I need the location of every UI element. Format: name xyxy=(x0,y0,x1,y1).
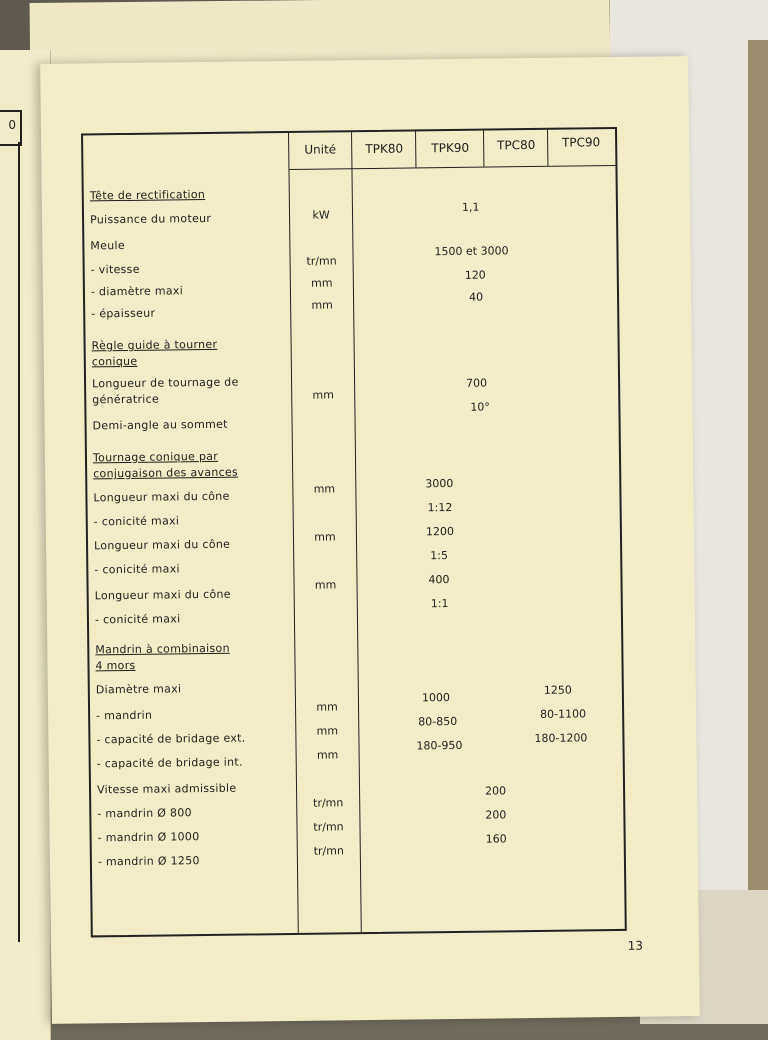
row-unit-epaisseur: mm xyxy=(311,298,333,312)
row-unit-vitesse: tr/mn xyxy=(306,254,337,268)
section-title-tournage-1: Tournage conique par xyxy=(92,449,219,465)
left-page-box-label: 0 xyxy=(8,118,16,132)
row-value-conicite-1: 1:12 xyxy=(427,500,453,515)
row-value-bridage-int-tpk: 180-950 xyxy=(416,738,463,753)
row-value-bridage-ext-tpc: 80-1100 xyxy=(540,707,587,721)
row-label-longueur-tournage: Longueur de tournage de xyxy=(91,375,239,391)
header-rule xyxy=(288,165,615,170)
row-value-longueur-cone-2: 1200 xyxy=(425,524,454,539)
row-unit-puissance: kW xyxy=(312,208,330,222)
row-unit-diametre: mm xyxy=(311,276,333,290)
row-value-vitesse: 1500 et 3000 xyxy=(434,244,509,259)
row-label-mandrin-1000: - mandrin Ø 1000 xyxy=(97,830,200,845)
row-label-mandrin: - mandrin xyxy=(96,708,153,723)
row-value-diametre: 120 xyxy=(464,268,486,282)
row-label-demi-angle: Demi-angle au sommet xyxy=(92,417,228,433)
row-value-bridage-int-tpc: 180-1200 xyxy=(534,731,588,746)
row-label-vitesse: - vitesse xyxy=(90,262,140,277)
row-value-bridage-ext-tpk: 80-850 xyxy=(418,714,458,729)
header-tpk90: TPK90 xyxy=(431,140,470,156)
row-value-mandrin-tpk: 1000 xyxy=(421,691,451,705)
row-unit-mandrin-1250: tr/mn xyxy=(313,844,344,858)
row-value-conicite-3: 1:1 xyxy=(430,597,449,611)
row-label-conicite-1: - conicité maxi xyxy=(93,514,180,529)
row-label-diametre-maxi: Diamètre maxi xyxy=(95,682,182,697)
row-label-diametre: - diamètre maxi xyxy=(90,284,184,299)
left-page-rule xyxy=(0,142,20,942)
row-label-bridage-ext: - capacité de bridage ext. xyxy=(96,731,246,747)
row-label-bridage-int: - capacité de bridage int. xyxy=(96,755,243,771)
row-unit-longueur-tournage: mm xyxy=(312,388,335,402)
row-label-longueur-cone-1: Longueur maxi du cône xyxy=(93,489,230,505)
row-label-mandrin-1250: - mandrin Ø 1250 xyxy=(97,854,200,869)
row-unit-longueur-cone-2: mm xyxy=(314,530,336,544)
section-title-regle-1: Règle guide à tourner xyxy=(91,337,218,353)
header-tpc90: TPC90 xyxy=(561,135,601,150)
page-number: 13 xyxy=(627,938,644,953)
row-label-vitesse-maxi: Vitesse maxi admissible xyxy=(96,781,237,797)
row-unit-longueur-cone-3: mm xyxy=(314,578,337,592)
row-value-puissance: 1,1 xyxy=(461,200,480,214)
row-value-longueur-cone-1: 3000 xyxy=(425,476,454,491)
header-tpk80: TPK80 xyxy=(365,141,404,157)
row-label-longueur-cone-2: Longueur maxi du cône xyxy=(93,537,231,553)
spec-table xyxy=(81,127,627,937)
row-value-mandrin-tpc: 1250 xyxy=(543,683,572,697)
row-unit-mandrin-800: tr/mn xyxy=(313,796,344,810)
row-label-puissance: Puissance du moteur xyxy=(89,211,212,227)
section-title-regle-2: conique xyxy=(91,354,138,369)
header-tpc80: TPC80 xyxy=(496,137,536,153)
row-unit-bridage-ext: mm xyxy=(316,724,339,738)
row-value-mandrin-1250: 160 xyxy=(485,832,507,846)
row-unit-mandrin: mm xyxy=(316,700,338,714)
row-label-meule: Meule xyxy=(90,238,126,253)
row-label-mandrin-800: - mandrin Ø 800 xyxy=(97,806,192,821)
row-value-mandrin-1000: 200 xyxy=(485,808,507,822)
document-page xyxy=(40,56,700,1024)
left-page-box xyxy=(0,110,22,146)
section-title-tete: Tête de rectification xyxy=(89,187,206,203)
row-value-epaisseur: 40 xyxy=(468,290,484,304)
background-edge xyxy=(748,40,768,1024)
row-label-conicite-2: - conicité maxi xyxy=(94,562,180,577)
row-unit-bridage-int: mm xyxy=(316,748,339,762)
header-unit: Unité xyxy=(304,142,337,157)
section-title-mandrin-1: Mandrin à combinaison xyxy=(95,641,230,657)
row-value-longueur-cone-3: 400 xyxy=(428,573,450,587)
section-title-mandrin-2: 4 mors xyxy=(95,658,136,673)
row-label-conicite-3: - conicité maxi xyxy=(94,612,181,627)
row-label-epaisseur: - épaisseur xyxy=(91,306,156,321)
row-label-longueur-cone-3: Longueur maxi du cône xyxy=(94,587,231,603)
row-value-mandrin-800: 200 xyxy=(484,784,507,798)
row-value-conicite-2: 1:5 xyxy=(430,549,448,563)
row-label-longueur-tournage-2: génératrice xyxy=(92,392,160,407)
row-unit-longueur-cone-1: mm xyxy=(313,482,336,496)
section-title-tournage-2: conjugaison des avances xyxy=(93,465,239,481)
row-value-longueur-tournage: 700 xyxy=(466,376,488,390)
row-value-demi-angle: 10° xyxy=(470,400,490,414)
row-unit-mandrin-1000: tr/mn xyxy=(313,820,344,834)
